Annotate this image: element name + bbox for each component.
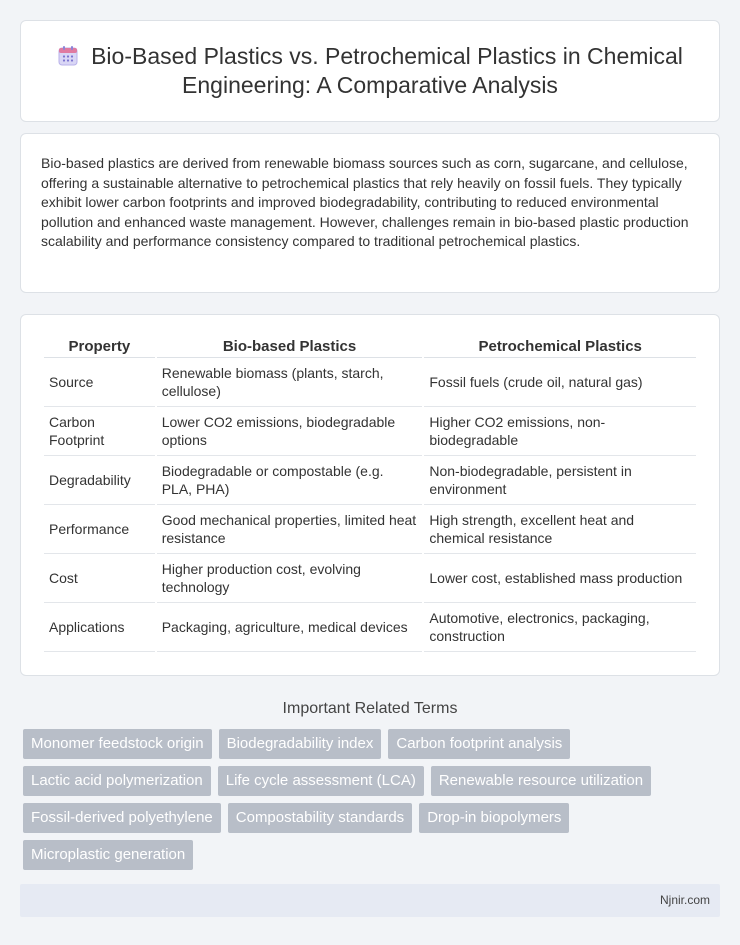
term-tag[interactable]: Renewable resource utilization bbox=[431, 766, 651, 796]
property-cell: Performance bbox=[44, 505, 155, 554]
footer-site-link[interactable]: Njnir.com bbox=[659, 893, 710, 907]
term-tag[interactable]: Carbon footprint analysis bbox=[388, 729, 570, 759]
page-title-text: Bio-Based Plastics vs. Petrochemical Plastics in Chemical Engineering: A Comparative Analysis bbox=[91, 43, 683, 98]
intro-card bbox=[20, 133, 720, 293]
property-cell: Degradability bbox=[44, 456, 155, 505]
term-tag[interactable]: Life cycle assessment (LCA) bbox=[218, 766, 424, 796]
bio-based-cell: Renewable biomass (plants, starch, cellulose) bbox=[157, 358, 423, 407]
table-row bbox=[44, 603, 696, 652]
table-header-row bbox=[44, 335, 696, 358]
intro-paragraph: Bio-based plastics are derived from renewable biomass sources such as corn, sugarcane, and cellulose, offering a sustainable alternative to petrochemical plastics that rely heavily on fossil fuels. They typically exhibit lower carbon footprints and improved biodegradability, contributing to reduced environmental pollution and enhanced waste management. However, challenges remain in bio-based plastic production scalability and performance consistency compared to traditional petrochemical plastics. bbox=[41, 155, 689, 250]
term-tag[interactable]: Microplastic generation bbox=[23, 840, 193, 870]
related-terms-heading: Important Related Terms bbox=[282, 700, 458, 717]
term-tag[interactable]: Fossil-derived polyethylene bbox=[23, 803, 221, 833]
petrochemical-cell: Automotive, electronics, packaging, construction bbox=[424, 603, 696, 652]
property-cell: Cost bbox=[44, 554, 155, 603]
table-row bbox=[44, 407, 696, 456]
column-header-bio-based: Bio-based Plastics bbox=[157, 335, 423, 358]
footer bbox=[20, 884, 720, 917]
related-terms-list bbox=[20, 729, 720, 870]
comparison-table bbox=[42, 335, 698, 652]
term-tag[interactable]: Biodegradability index bbox=[219, 729, 382, 759]
property-cell: Carbon Footprint bbox=[44, 407, 155, 456]
calendar-icon bbox=[57, 45, 79, 67]
term-tag[interactable]: Compostability standards bbox=[228, 803, 412, 833]
comparison-table-card bbox=[20, 314, 720, 676]
table-row bbox=[44, 358, 696, 407]
term-tag[interactable]: Monomer feedstock origin bbox=[23, 729, 212, 759]
bio-based-cell: Higher production cost, evolving technology bbox=[157, 554, 423, 603]
petrochemical-cell: Lower cost, established mass production bbox=[424, 554, 696, 603]
table-row bbox=[44, 554, 696, 603]
table-row bbox=[44, 456, 696, 505]
bio-based-cell: Good mechanical properties, limited heat resistance bbox=[157, 505, 423, 554]
page-title bbox=[51, 42, 689, 100]
bio-based-cell: Lower CO2 emissions, biodegradable options bbox=[157, 407, 423, 456]
property-cell: Source bbox=[44, 358, 155, 407]
term-tag[interactable]: Drop-in biopolymers bbox=[419, 803, 569, 833]
petrochemical-cell: High strength, excellent heat and chemical resistance bbox=[424, 505, 696, 554]
column-header-property: Property bbox=[44, 335, 155, 358]
title-card bbox=[20, 20, 720, 122]
property-cell: Applications bbox=[44, 603, 155, 652]
column-header-petrochemical: Petrochemical Plastics bbox=[424, 335, 696, 358]
petrochemical-cell: Higher CO2 emissions, non-biodegradable bbox=[424, 407, 696, 456]
table-row bbox=[44, 505, 696, 554]
bio-based-cell: Packaging, agriculture, medical devices bbox=[157, 603, 423, 652]
petrochemical-cell: Fossil fuels (crude oil, natural gas) bbox=[424, 358, 696, 407]
term-tag[interactable]: Lactic acid polymerization bbox=[23, 766, 211, 796]
bio-based-cell: Biodegradable or compostable (e.g. PLA, PHA) bbox=[157, 456, 423, 505]
petrochemical-cell: Non-biodegradable, persistent in environment bbox=[424, 456, 696, 505]
